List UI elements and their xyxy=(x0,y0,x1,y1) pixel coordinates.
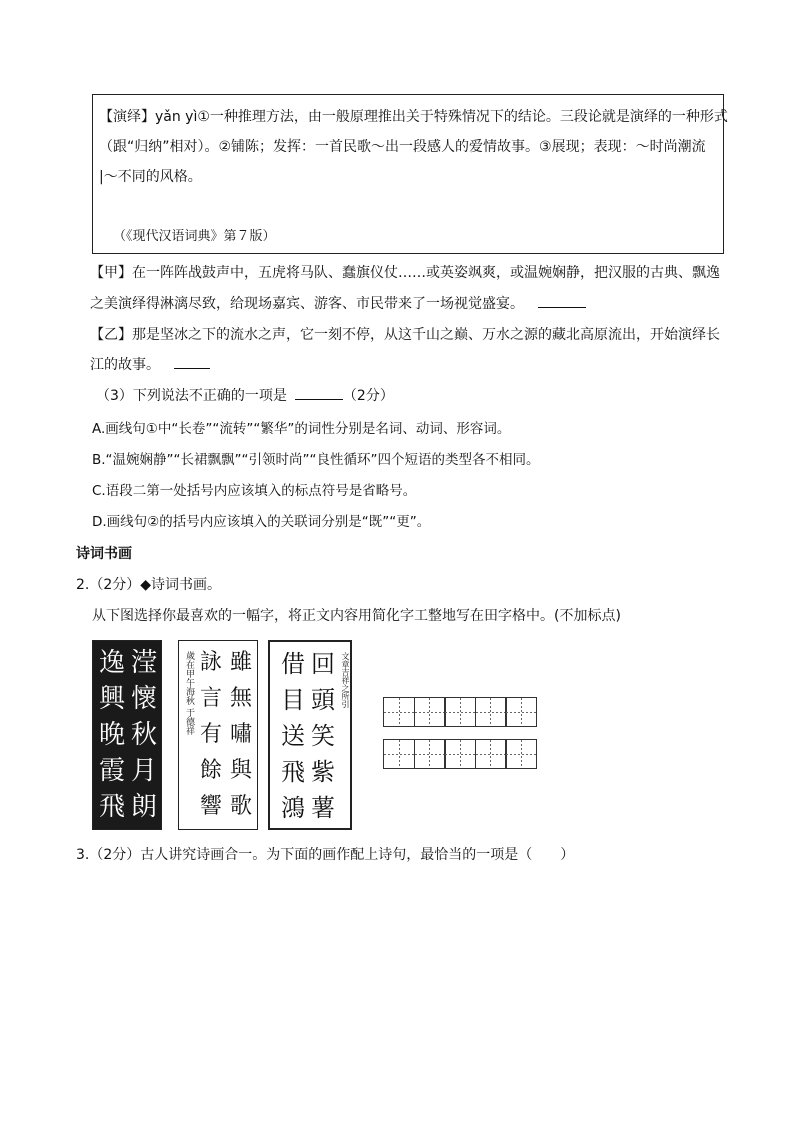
tianzige-row-2 xyxy=(383,739,536,769)
tianzige-cell[interactable] xyxy=(505,739,537,769)
passage-jia-text: 之美演绎得淋漓尽致，给现场嘉宾、游客、市民带来了一场视觉盛宴。 xyxy=(90,296,524,312)
question-3-stem xyxy=(96,386,394,406)
tianzige-cell[interactable] xyxy=(475,739,507,769)
calligraphy-panel-3[interactable] xyxy=(268,640,352,830)
calligraphy-char: 滢 xyxy=(130,648,157,678)
passage-yi-text: 江的故事。 xyxy=(90,357,160,373)
option-c[interactable]: C.语段二第一处括号内应该填入的标点符号是省略号。 xyxy=(92,483,417,499)
calligraphy-char: 有 xyxy=(199,722,222,747)
calligraphy-char: 薯 xyxy=(311,794,335,822)
calligraphy-char: 月 xyxy=(130,756,157,786)
dictionary-line-2: （跟“归纳”相对）。②铺陈；发挥：一首民歌～出一段感人的爱情故事。③展现；表现：～时尚潮流 xyxy=(99,139,706,155)
calligraphy-char: 雖 xyxy=(229,650,252,675)
answer-blank-q3[interactable] xyxy=(295,387,343,400)
calligraphy-2-column-left xyxy=(197,645,225,825)
calligraphy-1-column-left xyxy=(97,645,127,825)
calligraphy-char: 言 xyxy=(199,686,222,711)
dictionary-source: （《现代汉语词典》第７版） xyxy=(113,229,276,244)
tianzige-cell[interactable] xyxy=(414,697,446,727)
tianzige-cell[interactable] xyxy=(383,739,415,769)
passage-yi-line-2 xyxy=(90,355,210,375)
calligraphy-char: 逸 xyxy=(98,648,125,678)
calligraphy-char: 借 xyxy=(281,650,305,678)
calligraphy-char: 餘 xyxy=(199,758,222,783)
calligraphy-char: 霞 xyxy=(98,756,125,786)
dictionary-line-3: |～不同的风格。 xyxy=(99,169,202,185)
calligraphy-char: 回 xyxy=(311,650,335,678)
tianzige-cell[interactable] xyxy=(383,697,415,727)
tianzige-row-1 xyxy=(383,697,536,727)
passage-yi-line-1: 【乙】那是坚冰之下的流水之声，它一刻不停，从这千山之巅、万水之源的藏北高原流出，开始演绎长 xyxy=(90,327,720,343)
calligraphy-char: 飛 xyxy=(98,792,125,822)
answer-blank-yi[interactable] xyxy=(174,356,210,369)
calligraphy-panel-1[interactable] xyxy=(92,640,162,830)
calligraphy-char: 詠 xyxy=(199,650,222,675)
calligraphy-char: 與 xyxy=(229,758,252,783)
question-3-poem-heading: 3.（2分）古人讲究诗画合一。为下面的画作配上诗句，最恰当的一项是（ ） xyxy=(76,847,575,863)
dictionary-line-1: 【演绎】yǎn yì①一种推理方法，由一般原理推出关于特殊情况下的结论。三段论就是演绎的一种形式 xyxy=(99,109,728,125)
calligraphy-3-column-right xyxy=(308,646,338,826)
calligraphy-3-inscription-right: 文章吉祥之所引 xyxy=(341,652,350,708)
calligraphy-char: 朗 xyxy=(130,792,157,822)
section-title: 诗词书画 xyxy=(76,546,132,562)
calligraphy-char: 笑 xyxy=(311,722,335,750)
tianzige-cell[interactable] xyxy=(444,739,476,769)
tianzige-cell[interactable] xyxy=(505,697,537,727)
calligraphy-3-column-left xyxy=(278,646,308,826)
calligraphy-char: 送 xyxy=(281,722,305,750)
calligraphy-panel-2[interactable] xyxy=(178,640,258,830)
question-3-stem-text: （3）下列说法不正确的一项是 xyxy=(96,388,287,404)
calligraphy-char: 響 xyxy=(199,794,222,819)
calligraphy-2-inscription: 歲在甲午海秋 于德祥 xyxy=(184,651,194,735)
question-3-score: （2分） xyxy=(342,388,394,404)
calligraphy-char: 頭 xyxy=(311,686,335,714)
option-d[interactable]: D.画线句②的括号内应该填入的关联词分别是“既”“更”。 xyxy=(92,514,431,530)
dictionary-entry-box xyxy=(92,94,728,254)
tianzige-cell[interactable] xyxy=(444,697,476,727)
passage-jia-line-2 xyxy=(90,294,586,314)
calligraphy-char: 嘯 xyxy=(229,722,252,747)
calligraphy-char: 晚 xyxy=(98,720,125,750)
option-a[interactable]: A.画线句①中“长卷”“流转”“繁华”的词性分别是名词、动词、形容词。 xyxy=(92,421,511,437)
calligraphy-char: 目 xyxy=(281,686,305,714)
question-2-heading: 2.（2分）◆诗词书画。 xyxy=(76,577,222,593)
tianzige-cell[interactable] xyxy=(414,739,446,769)
calligraphy-char: 無 xyxy=(229,686,252,711)
passage-jia-line-1: 【甲】在一阵阵战鼓声中，五虎将马队、蠢旗仪仗……或英姿飒爽，或温婉娴静，把汉服的古典、飘逸 xyxy=(90,265,720,281)
question-2-instruction: 从下图选择你最喜欢的一幅字，将正文内容用简化字工整地写在田字格中。(不加标点) xyxy=(92,608,621,624)
answer-blank-jia[interactable] xyxy=(538,295,586,308)
calligraphy-2-column-right xyxy=(227,645,255,825)
calligraphy-char: 秋 xyxy=(130,720,157,750)
calligraphy-char: 飛 xyxy=(281,758,305,786)
calligraphy-char: 歌 xyxy=(229,794,252,819)
option-b[interactable]: B.“温婉娴静”“长裙飘飘”“引领时尚”“良性循环”四个短语的类型各不相同。 xyxy=(92,452,540,468)
calligraphy-char: 興 xyxy=(98,684,125,714)
tianzige-cell[interactable] xyxy=(475,697,507,727)
calligraphy-1-column-right xyxy=(129,645,159,825)
calligraphy-char: 鴻 xyxy=(281,794,305,822)
calligraphy-char: 懷 xyxy=(130,684,157,714)
calligraphy-char: 紫 xyxy=(311,758,335,786)
